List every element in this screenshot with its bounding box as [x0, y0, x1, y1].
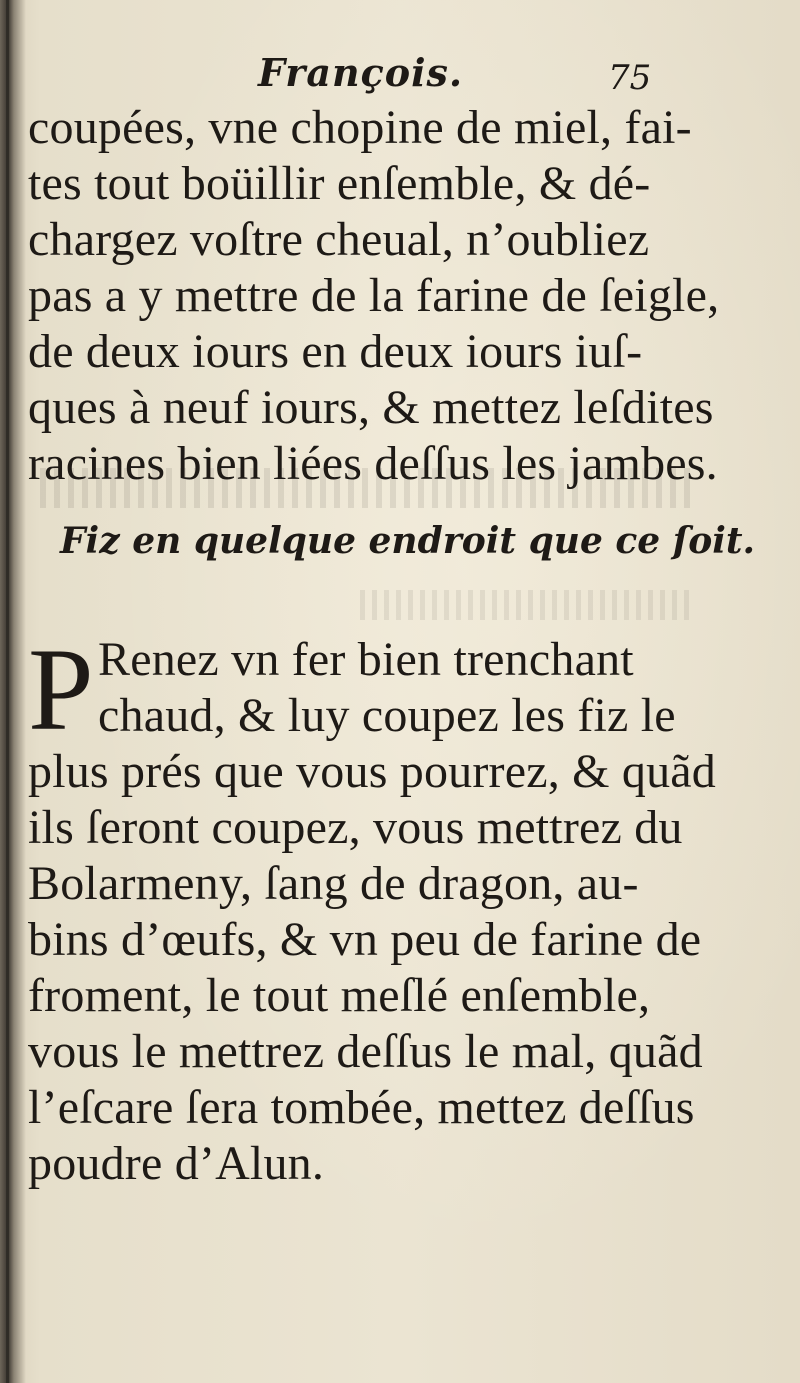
text-line: l’eſcare ſera tombée, mettez deſſus — [28, 1081, 695, 1134]
text-line: ques à neuf iours, & mettez leſdites — [28, 381, 714, 434]
text-line: froment, le tout meſlé enſemble, — [28, 969, 651, 1022]
text-line: plus prés que vous pourrez, & quãd — [28, 745, 716, 798]
text-line: vous le mettrez deſſus le mal, quãd — [28, 1025, 703, 1078]
paragraph-1 — [28, 100, 720, 492]
drop-cap: P — [28, 624, 94, 755]
text-line: Renez vn fer bien trenchant — [98, 633, 634, 686]
text-line: poudre d’Alun. — [28, 1137, 325, 1190]
page-number: 75 — [608, 58, 652, 98]
section-heading: Fiz en quelque endroit que ce ſoit. — [60, 520, 756, 562]
text-line: coupées, vne chopine de miel, fai- — [28, 101, 692, 154]
text-line: pas a y mettre de la farine de ſeigle, — [28, 269, 720, 322]
text-line: de deux iours en deux iours iuſ- — [28, 325, 643, 378]
text-line: racines bien liées deſſus les jambes. — [28, 437, 718, 490]
paragraph-2 — [28, 624, 716, 1192]
text-line: bins d’œufs, & vn peu de farine de — [28, 913, 702, 966]
bleed-through-text — [360, 590, 690, 620]
text-line: chargez voſtre cheual, n’oubliez — [28, 213, 650, 266]
text-line: ils ſeront coupez, vous mettrez du — [28, 801, 683, 854]
binding-gutter — [0, 0, 26, 1383]
running-head — [0, 50, 800, 100]
text-line: Bolarmeny, ſang de dragon, au- — [28, 857, 639, 910]
text-line: tes tout boüillir enſemble, & dé- — [28, 157, 651, 210]
running-title: François. — [258, 50, 464, 95]
gutter-edge — [6, 0, 9, 1383]
text-line: chaud, & luy coupez les fiz le — [98, 689, 676, 742]
